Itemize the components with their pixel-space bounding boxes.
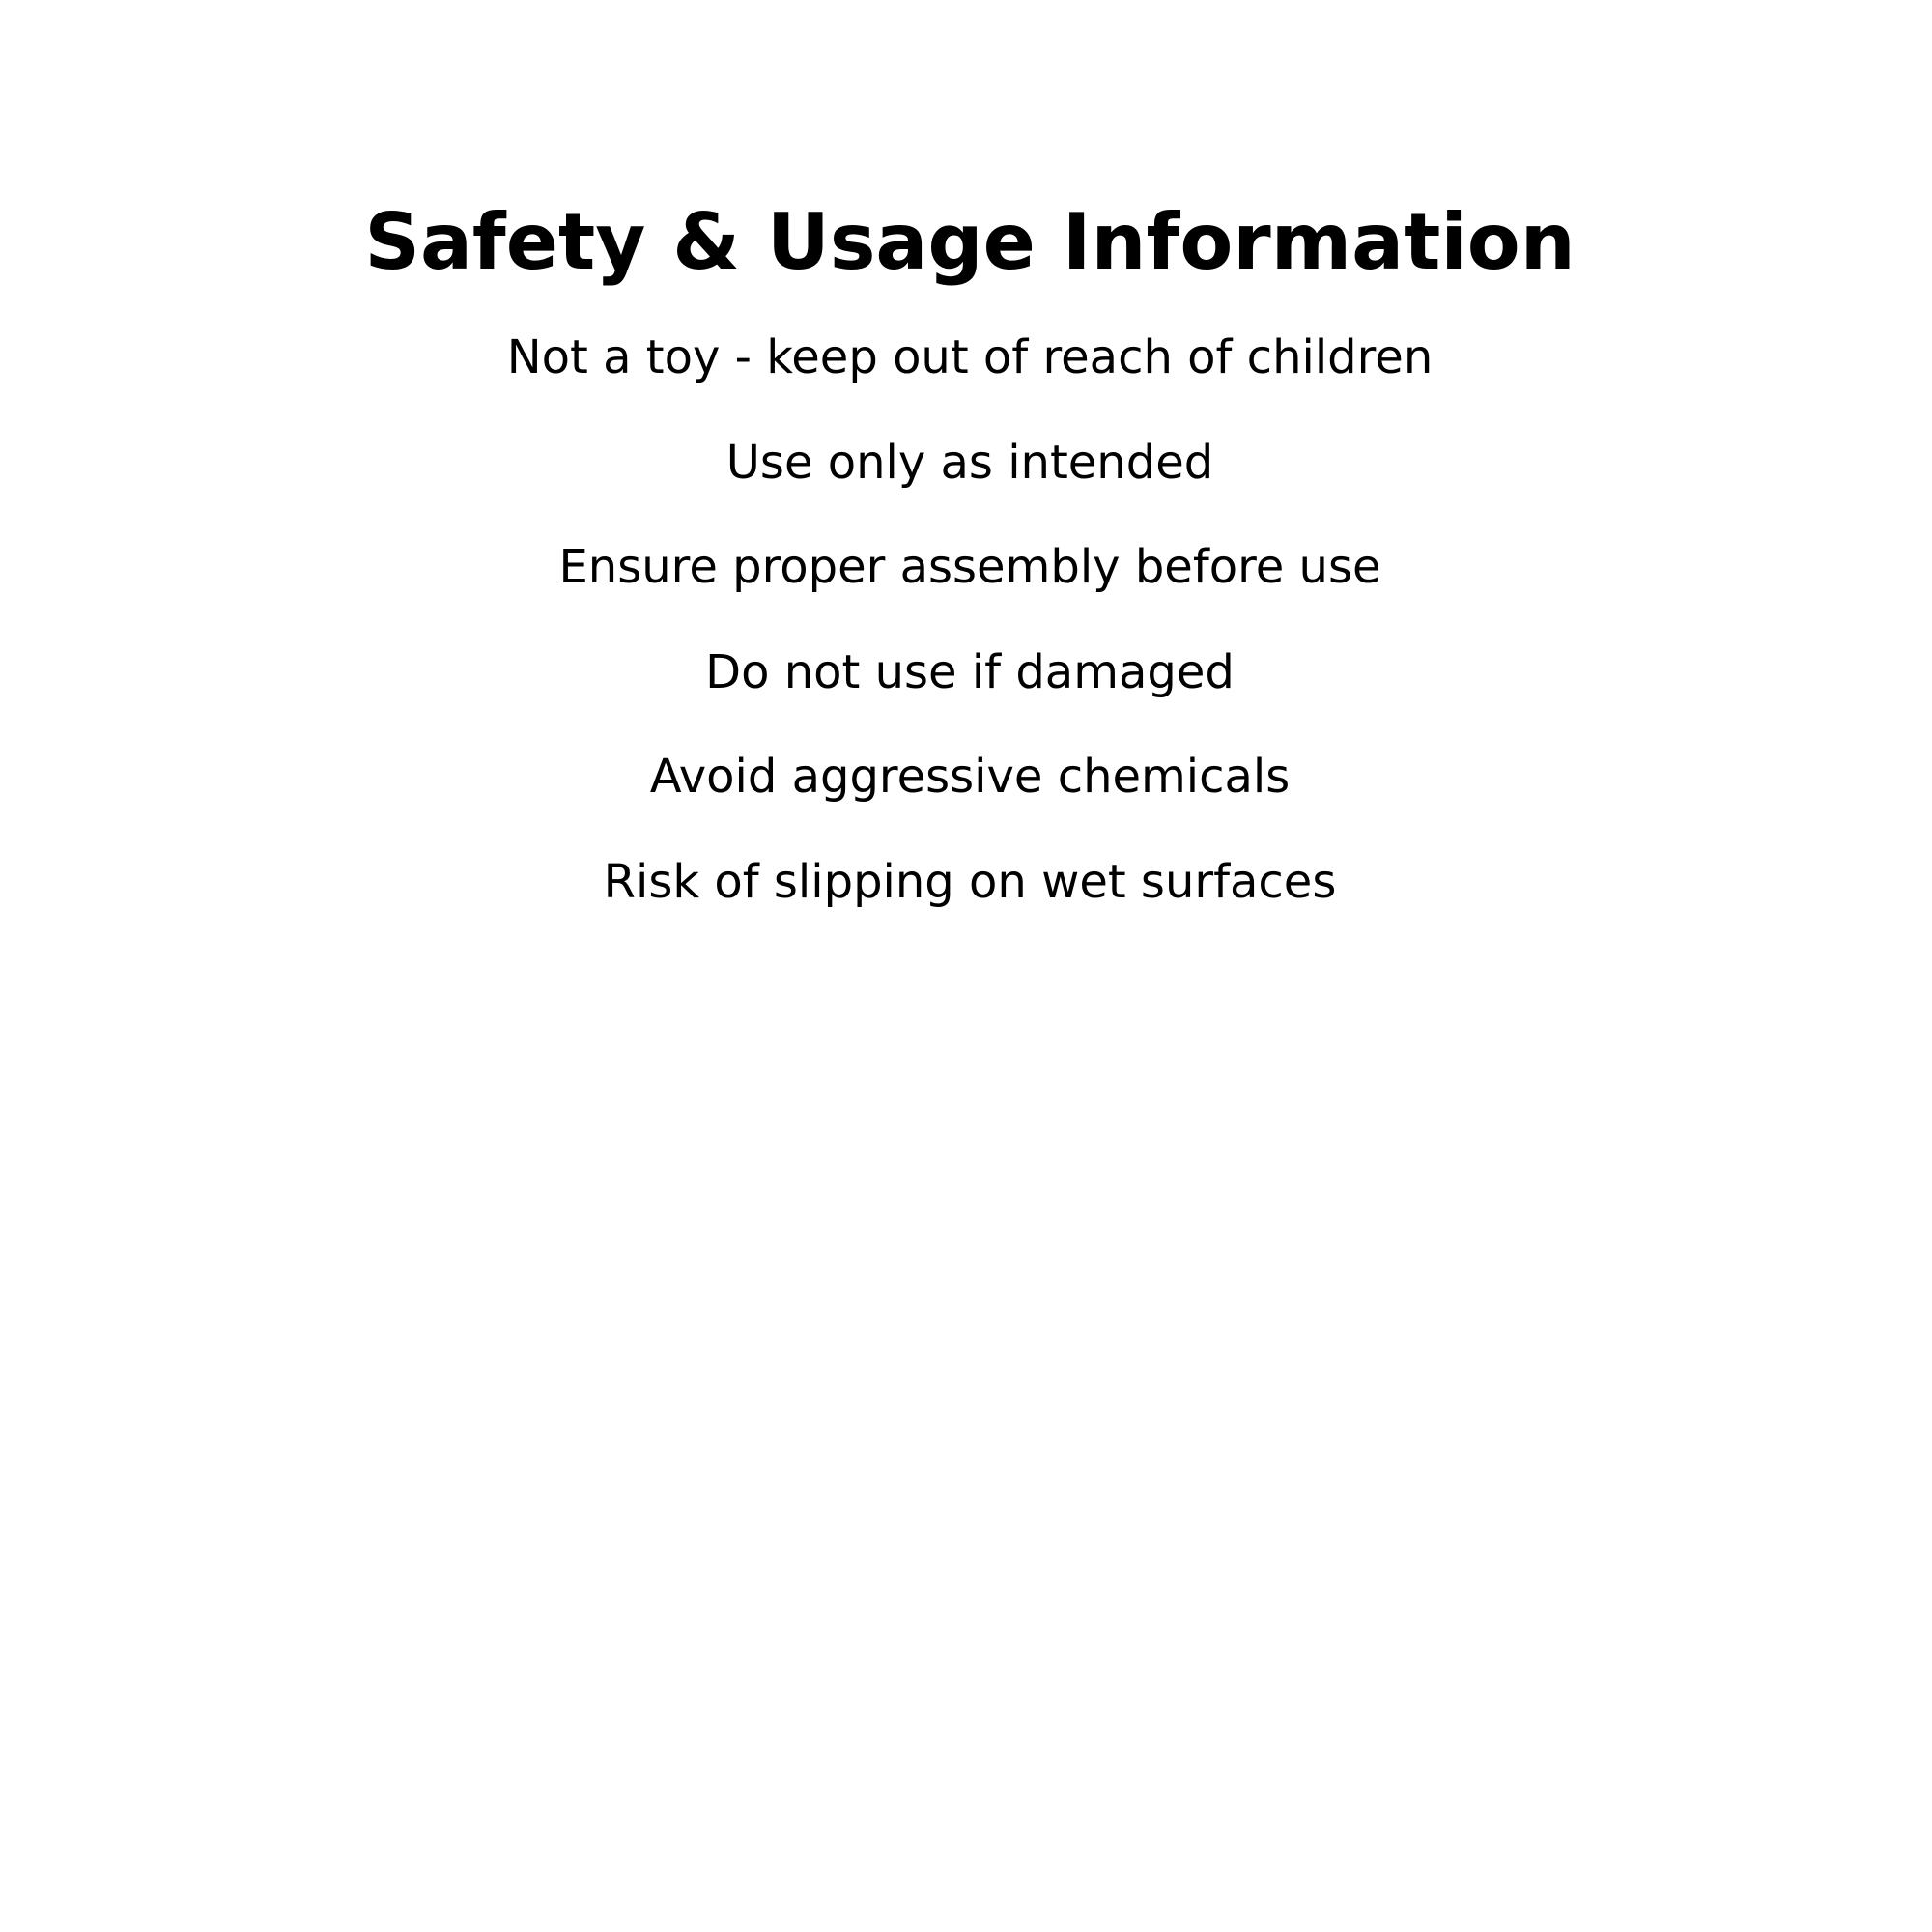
safety-notice: Use only as intended: [725, 436, 1214, 490]
safety-notice: Risk of slipping on wet surfaces: [603, 855, 1337, 909]
safety-notice: Do not use if damaged: [705, 645, 1235, 699]
safety-notice: Avoid aggressive chemicals: [649, 750, 1291, 804]
page-title: Safety & Usage Information: [364, 197, 1576, 287]
safety-notice: Ensure proper assembly before use: [558, 540, 1381, 594]
safety-notice: Not a toy - keep out of reach of children: [506, 330, 1434, 384]
